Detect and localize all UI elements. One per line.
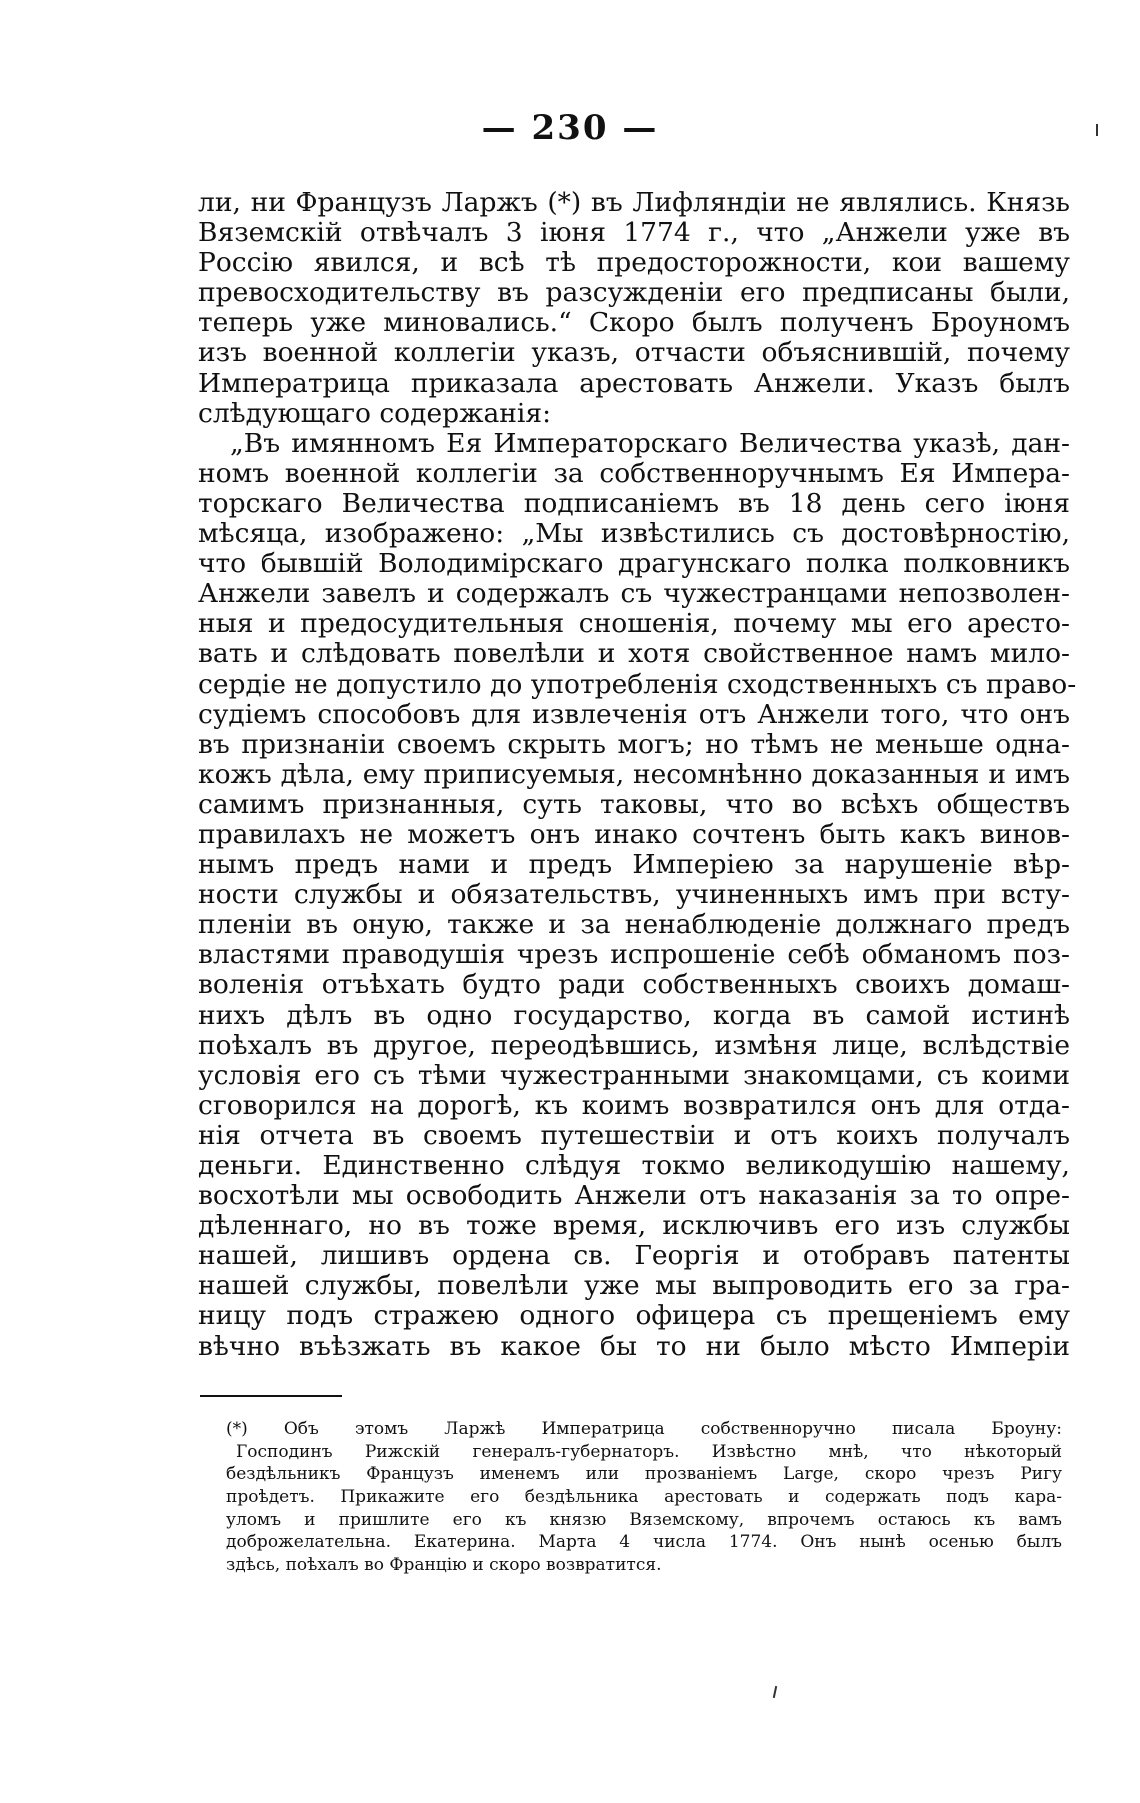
text-line: кожъ дѣла, ему приписуемыя, несомнѣнно доказанныя и имъ (198, 758, 1070, 790)
text-line: властями праводушія чрезъ испрошеніе себѣ обманомъ поз- (198, 939, 1070, 971)
text-line: номъ военной коллегіи за собственноручнымъ Ея Импера- (198, 457, 1070, 489)
text-line: пленіи въ оную, также и за ненаблюденіе должнаго предъ (198, 909, 1070, 941)
footnote-line: проѣдетъ. Прикажите его бездѣльника арестовать и содержать подъ кара- (226, 1487, 1062, 1508)
text-line: правилахъ не можетъ онъ инако сочтенъ быть какъ винов- (198, 818, 1070, 850)
main-text (198, 187, 1077, 1362)
footnote-line: здѣсь, поѣхалъ во Францію и скоро возвратится. (226, 1555, 662, 1576)
text-line: „Въ имянномъ Ея Императорскаго Величества указѣ, дан- (230, 427, 1070, 459)
text-line: дѣленнаго, но въ тоже время, исключивъ его изъ службы (198, 1210, 1070, 1242)
text-line: деньги. Единственно слѣдуя токмо великодушію нашему, (198, 1150, 1070, 1181)
text-line: Вяземскій отвѣчалъ 3 іюня 1774 г., что „Анжели уже въ (198, 217, 1070, 249)
text-line: въ признаніи своемъ скрыть могъ; но тѣмъ не меньше одна- (198, 728, 1070, 760)
footnote-line: Господинъ Рижскій генералъ-губернаторъ. Извѣстно мнѣ, что нѣкоторый (236, 1441, 1062, 1462)
text-line: нымъ предъ нами и предъ Имперіею за нарушеніе вѣр- (198, 849, 1070, 881)
text-line: вѣчно въѣзжать въ какое бы то ни было мѣсто Имперіи (198, 1330, 1070, 1362)
text-line: сговорился на дорогѣ, къ коимъ возвратился онъ для отда- (198, 1089, 1070, 1121)
text-line: вать и слѣдовать повелѣли и хотя свойственное намъ мило- (198, 638, 1070, 670)
text-line: нія отчета въ своемъ путешествіи и отъ коихъ получалъ (198, 1119, 1070, 1151)
text-line: сердіе не допустило до употребленія сходственныхъ съ право- (198, 668, 1077, 700)
footnote-line: бездѣльникъ Французъ именемъ или прозваніемъ Large, скоро чрезъ Ригу (226, 1464, 1062, 1485)
text-line: теперь уже миновались.“ Скоро былъ полученъ Броуномъ (198, 307, 1070, 339)
text-line: нашей службы, повелѣли уже мы выпроводить его за гра- (198, 1270, 1070, 1302)
text-line: ли, ни Французъ Ларжъ (*) въ Лифляндіи не являлись. Князь (198, 187, 1070, 218)
print-speck (773, 1686, 777, 1698)
text-line: поѣхалъ въ другое, переодѣвшись, измѣня лице, вслѣдствіе (198, 1029, 1070, 1061)
text-line: условія его съ тѣми чужестранными знакомцами, съ коими (198, 1059, 1070, 1091)
text-line: нашей, лишивъ ордена св. Георгія и отобравъ патенты (198, 1240, 1070, 1272)
footnote-line: (*) Объ этомъ Ларжѣ Императрица собственноручно писала Броуну: (226, 1419, 1062, 1439)
text-line: ницу подъ стражею одного офицера съ прещеніемъ ему (198, 1300, 1070, 1332)
text-line: самимъ признанныя, суть таковы, что во всѣхъ обществъ (198, 788, 1070, 820)
footnote-divider (200, 1395, 342, 1397)
text-line: ныя и предосудительныя сношенія, почему мы его аресто- (198, 608, 1070, 640)
footnote (226, 1418, 1062, 1577)
text-line: Императрица приказала арестовать Анжели. Указъ былъ (198, 367, 1070, 399)
text-line: нихъ дѣлъ въ одно государство, когда въ самой истинѣ (198, 999, 1070, 1031)
text-line: воленія отъѣхать будто ради собственныхъ своихъ домаш- (198, 969, 1070, 1001)
text-line: ности службы и обязательствъ, учиненныхъ имъ при всту- (198, 879, 1070, 911)
footnote-line: уломъ и пришлите его къ князю Вяземскому, впрочемъ остаюсь къ вамъ (226, 1509, 1062, 1530)
text-line: мѣсяца, изображено: „Мы извѣстились съ достовѣрностію, (198, 518, 1070, 550)
text-line: восхотѣли мы освободить Анжели отъ наказанія за то опре- (198, 1180, 1070, 1212)
text-line: слѣдующаго содержанія: (198, 397, 552, 429)
text-line: судіемъ способовъ для извлеченія отъ Анжели того, что онъ (198, 698, 1070, 730)
text-line: превосходительству въ разсужденіи его предписаны были, (198, 277, 1070, 309)
text-line: изъ военной коллегіи указъ, отчасти объяснившій, почему (198, 337, 1070, 369)
text-line: торскаго Величества подписаніемъ въ 18 день сего іюня (198, 487, 1070, 519)
text-line: Анжели завелъ и содержалъ съ чужестранцами непозволен- (198, 578, 1070, 610)
footnote-line: доброжелательна. Екатерина. Марта 4 числа 1774. Онъ нынѣ осенью былъ (226, 1532, 1062, 1553)
text-line: Россію явился, и всѣ тѣ предосторожности, кои вашему (198, 247, 1070, 279)
text-line: что бывшій Володимірскаго драгунскаго полка полковникъ (198, 548, 1070, 580)
page-number: — 230 — (481, 108, 659, 148)
